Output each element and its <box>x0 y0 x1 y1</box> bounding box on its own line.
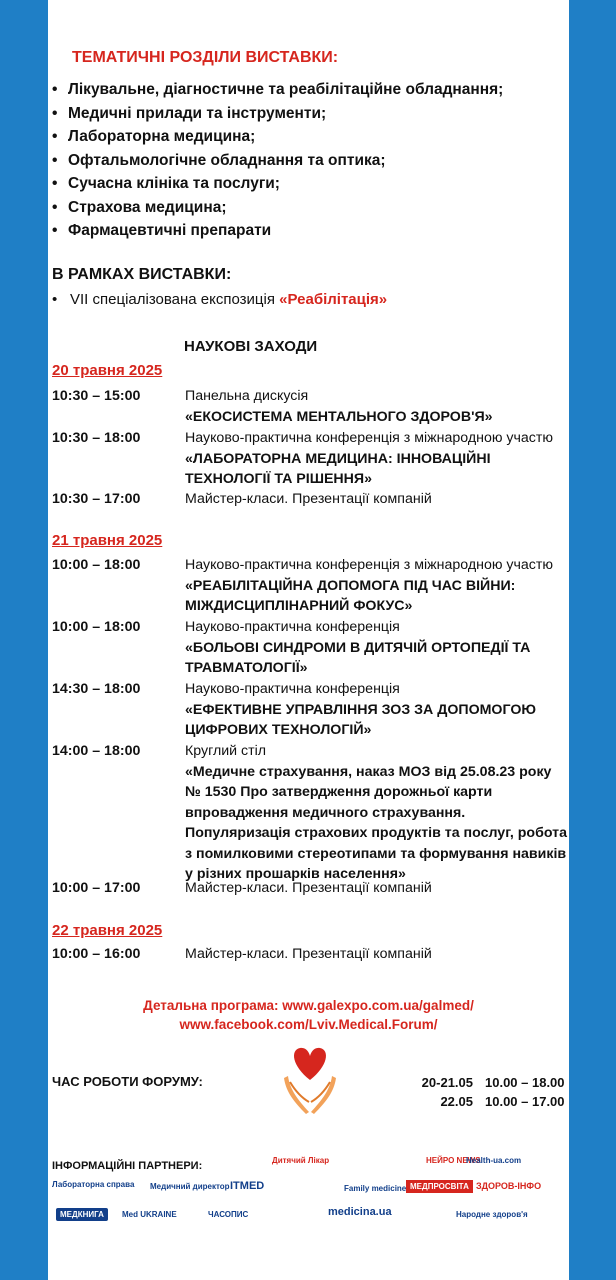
hours-row: 20-21.05 10.00 – 18.00 <box>421 1075 565 1090</box>
partner-logo: Народне здоров'я <box>456 1210 528 1219</box>
partner-logo: Медичний директор <box>150 1182 230 1191</box>
sections-title: ТЕМАТИЧНІ РОЗДІЛИ ВИСТАВКИ: <box>72 49 339 66</box>
event-time: 10:30 – 15:00 <box>52 388 141 404</box>
day-date: 22 травня 2025 <box>52 922 163 939</box>
day-date: 21 травня 2025 <box>52 532 163 549</box>
sections-list <box>52 78 503 243</box>
event-time: 10:30 – 18:00 <box>52 430 141 446</box>
event-type: Науково-практична конференція <box>185 681 400 697</box>
within-line: • VII спеціалізована експозиція «Реабілітація» <box>52 291 388 308</box>
program-link[interactable]: Детальна програма: www.galexpo.com.ua/galmed/ <box>143 998 474 1013</box>
hours-table <box>403 1074 565 1111</box>
list-item: • Фармацевтичні препарати <box>52 222 272 239</box>
event-type: Майстер-класи. Презентації компаній <box>185 491 432 507</box>
event-name: «БОЛЬОВІ СИНДРОМИ В ДИТЯЧІЙ ОРТОПЕДІЇ ТА ТРАВМАТОЛОГІЇ» <box>185 639 531 676</box>
partner-logo: ITMED <box>230 1180 265 1192</box>
partner-logo: МЕДКНИГА <box>56 1208 108 1221</box>
event-type: Майстер-класи. Презентації компаній <box>185 880 432 896</box>
partner-logo: НЕЙРО NEWS <box>426 1156 481 1165</box>
partner-logo: ЧАСОПИС <box>208 1210 249 1219</box>
event-name: «Медичне страхування, наказ МОЗ від 25.08.23 року № 1530 Про затвердження дорожньої карти впровадження медичного страхування. Популяризація страхових продуктів та послуг, робота з помилковими стереотипами та формування навиків у різних прошарків населення» <box>185 763 567 882</box>
day-date: 20 травня 2025 <box>52 362 163 379</box>
facebook-link[interactable]: www.facebook.com/Lviv.Medical.Forum/ <box>179 1017 438 1032</box>
event-time: 10:30 – 17:00 <box>52 491 141 507</box>
partner-logo: Med UKRAINE <box>122 1210 177 1219</box>
partner-logo: ЗДОРОВ-ІНФО <box>476 1181 542 1191</box>
partner-logo: Family medicine <box>344 1184 407 1193</box>
event-time: 10:00 – 16:00 <box>52 946 141 962</box>
list-item: • Лабораторна медицина; <box>52 128 256 145</box>
right-blue-band <box>569 0 616 1280</box>
event-type: Круглий стіл <box>185 743 267 759</box>
partner-logo: МЕДПРОСВІТА <box>406 1180 473 1193</box>
list-item: • Страхова медицина; <box>52 198 227 216</box>
event-time: 10:00 – 18:00 <box>52 557 141 573</box>
hours-row: 22.05 10.00 – 17.00 <box>440 1093 565 1109</box>
flyer-page <box>48 0 569 1280</box>
heart-hands-logo <box>282 1042 338 1116</box>
list-item: • Офтальмологічне обладнання та оптика; <box>52 151 386 169</box>
partner-logo: Health-ua.com <box>466 1156 522 1165</box>
event-type: Майстер-класи. Презентації компаній <box>185 946 432 962</box>
science-title: НАУКОВІ ЗАХОДИ <box>184 338 318 355</box>
partner-logo: Дитячий Лікар <box>272 1156 330 1165</box>
event-time: 10:00 – 17:00 <box>52 880 141 896</box>
event-type: Науково-практична конференція з міжнародною участю <box>185 430 554 446</box>
event-time: 14:30 – 18:00 <box>52 681 141 697</box>
within-title: В РАМКАХ ВИСТАВКИ: <box>52 266 232 283</box>
event-type: Панельна дискусія <box>185 388 309 404</box>
left-blue-band <box>0 0 48 1280</box>
list-item: • Сучасна клініка та послуги; <box>52 175 280 192</box>
event-type: Науково-практична конференція <box>185 619 400 635</box>
event-time: 14:00 – 18:00 <box>52 743 141 759</box>
event-name: «ЕФЕКТИВНЕ УПРАВЛІННЯ ЗОЗ ЗА ДОПОМОГОЮ ЦИФРОВИХ ТЕХНОЛОГІЙ» <box>185 701 536 738</box>
event-name: «ЛАБОРАТОРНА МЕДИЦИНА: ІННОВАЦІЙНІ ТЕХНОЛОГІЇ ТА РІШЕННЯ» <box>185 450 491 487</box>
partners-label: ІНФОРМАЦІЙНІ ПАРТНЕРИ: <box>52 1160 203 1172</box>
hours-label: ЧАС РОБОТИ ФОРУМУ: <box>52 1074 203 1089</box>
event-name: «РЕАБІЛІТАЦІЙНА ДОПОМОГА ПІД ЧАС ВІЙНИ: МІЖДИСЦИПЛІНАРНИЙ ФОКУС» <box>185 577 516 614</box>
exposition-highlight: «Реабілітація» <box>279 291 388 308</box>
event-type: Науково-практична конференція з міжнародною участю <box>185 557 554 573</box>
list-item: • Медичні прилади та інструменти; <box>52 104 327 122</box>
event-time: 10:00 – 18:00 <box>52 619 141 635</box>
list-item: • Лікувальне, діагностичне та реабілітаційне обладнання; <box>52 81 504 98</box>
partner-logo: Лабораторна справа <box>52 1180 135 1189</box>
partner-logo: medicina.ua <box>328 1206 392 1218</box>
event-name: «ЕКОСИСТЕМА МЕНТАЛЬНОГО ЗДОРОВ'Я» <box>185 408 493 425</box>
